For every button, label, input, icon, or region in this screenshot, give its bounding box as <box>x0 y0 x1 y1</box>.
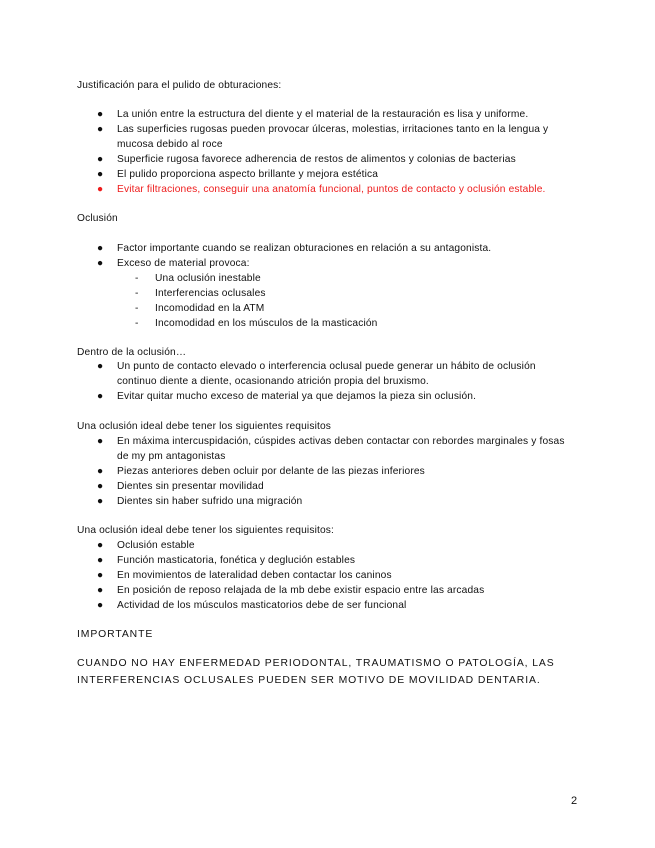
sublist-item: - Incomodidad en los músculos de la masticación <box>135 318 378 329</box>
list-requisitos <box>97 434 579 509</box>
sublist-item: - Interferencias oclusales <box>135 288 266 299</box>
bullet-icon: ● <box>97 109 104 120</box>
bullet-icon: ● <box>97 154 104 165</box>
important-label: IMPORTANTE <box>77 629 154 640</box>
section-title-pulido: Justificación para el pulido de obturaciones: <box>77 80 282 91</box>
list-item: ● Superficie rugosa favorece adherencia de restos de alimentos y colonias de bacterias <box>97 154 516 165</box>
list-item: ● La unión entre la estructura del diente y el material de la restauración es lisa y uniforme. <box>97 109 529 120</box>
dash-icon: - <box>135 303 139 314</box>
bullet-icon: ● <box>97 169 104 180</box>
list-item: ● Oclusión estable <box>97 540 195 551</box>
list-item: ● Dientes sin presentar movilidad <box>97 481 264 492</box>
bullet-icon: ● <box>97 391 104 402</box>
bullet-icon: ● <box>97 124 104 135</box>
bullet-icon: ● <box>97 481 104 492</box>
list-item: ● En movimientos de lateralidad deben contactar los caninos <box>97 570 392 581</box>
page-number: 2 <box>571 795 578 807</box>
list-item: ● En posición de reposo relajada de la mb debe existir espacio entre las arcadas <box>97 585 485 596</box>
sublist-item: - Una oclusión inestable <box>135 273 261 284</box>
dash-icon: - <box>135 288 139 299</box>
list-requisitos-2 <box>97 538 577 613</box>
list-item: ● El pulido proporciona aspecto brillante y mejora estética <box>97 169 379 180</box>
bullet-icon: ● <box>97 184 104 195</box>
section-title-requisitos: Una oclusión ideal debe tener los siguientes requisitos <box>77 421 332 432</box>
list-oclusion <box>97 241 567 331</box>
bullet-icon: ● <box>97 540 104 551</box>
list-item: ● En máxima intercuspidación, cúspides activas deben contactar con rebordes marginales y fosas de my pm antagonistas <box>97 436 565 462</box>
list-item: ● Dientes sin haber sufrido una migración <box>97 496 303 507</box>
section-title-requisitos-2: Una oclusión ideal debe tener los siguientes requisitos: <box>77 525 335 536</box>
important-text: CUANDO NO HAY ENFERMEDAD PERIODONTAL, TRAUMATISMO O PATOLOGÍA, LAS INTERFERENCIAS OCLUSALES PUEDEN SER MOTIVO DE MOVILIDAD DENTARIA. <box>77 658 555 686</box>
bullet-icon: ● <box>97 570 104 581</box>
bullet-icon: ● <box>97 585 104 596</box>
bullet-icon: ● <box>97 555 104 566</box>
bullet-icon: ● <box>97 243 104 254</box>
bullet-icon: ● <box>97 466 104 477</box>
list-item: ● Factor importante cuando se realizan obturaciones en relación a su antagonista. <box>97 243 492 254</box>
list-item: ● Las superficies rugosas pueden provocar úlceras, molestias, irritaciones tanto en la lengua y mucosa debido al roce <box>97 124 549 150</box>
sublist-item: - Incomodidad en la ATM <box>135 303 265 314</box>
dash-icon: - <box>135 273 139 284</box>
list-item: ● Función masticatoria, fonética y deglución estables <box>97 555 356 566</box>
section-title-oclusion: Oclusión <box>77 213 118 224</box>
bullet-icon: ● <box>97 600 104 611</box>
bullet-icon: ● <box>97 436 104 447</box>
list-item: ● Un punto de contacto elevado o interferencia oclusal puede generar un hábito de oclusión continuo diente a diente, ocasionando atrición propia del bruxismo. <box>97 361 536 387</box>
bullet-icon: ● <box>97 258 104 269</box>
list-item: ● Actividad de los músculos masticatorios debe de ser funcional <box>97 600 407 611</box>
list-item-highlight: ● Evitar filtraciones, conseguir una anatomía funcional, puntos de contacto y oclusión estable. <box>97 184 546 195</box>
list-dentro-oclusion <box>97 359 575 404</box>
bullet-icon: ● <box>97 496 104 507</box>
list-item: ● Exceso de material provoca: - Una oclusión inestable - Interferencias oclusales - Incomodidad en la ATM - Incomodidad en los músculos de la masticación <box>97 256 567 331</box>
bullet-icon: ● <box>97 361 104 372</box>
sublist-exceso <box>117 271 567 331</box>
list-pulido <box>97 107 587 197</box>
list-item: ● Evitar quitar mucho exceso de material ya que dejamos la pieza sin oclusión. <box>97 391 477 402</box>
dash-icon: - <box>135 318 139 329</box>
list-item: ● Piezas anteriores deben ocluir por delante de las piezas inferiores <box>97 466 425 477</box>
section-title-dentro-oclusion: Dentro de la oclusión… <box>77 347 187 358</box>
